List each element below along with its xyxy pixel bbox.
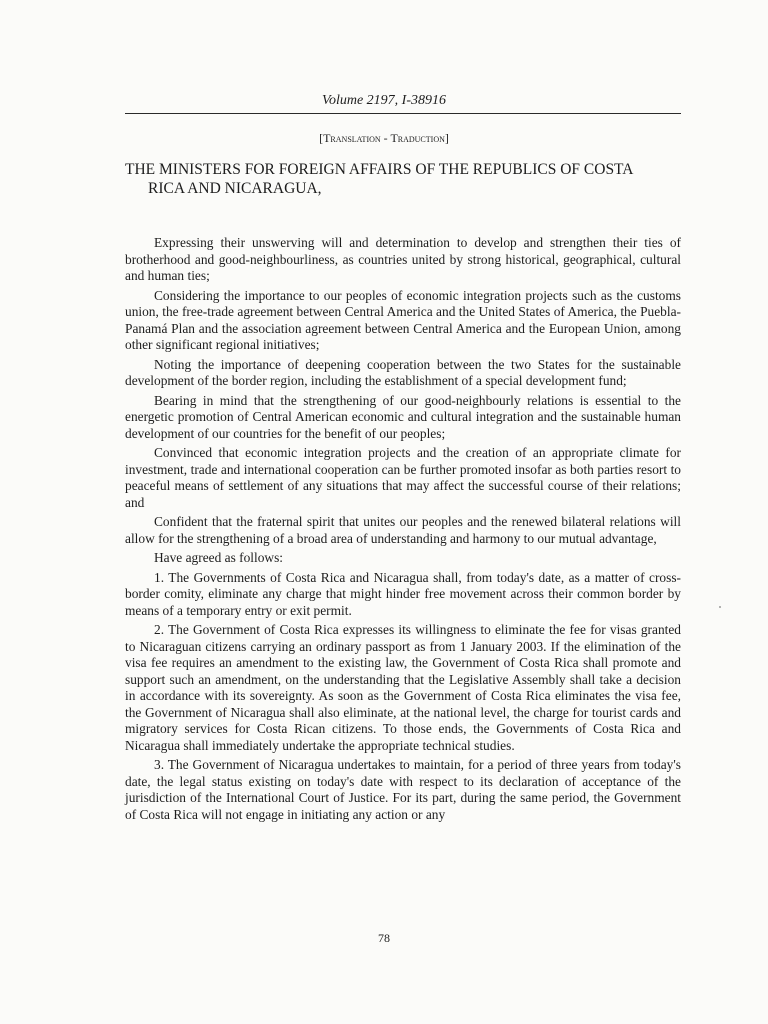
paragraph: Convinced that economic integration projects and the creation of an appropriate climate for investment, trade and international cooperation can be further promoted insofar as both parties resort to peaceful means of settlement of any situations that may affect the successful course of their relations; and	[125, 445, 681, 510]
document-body	[125, 235, 681, 826]
paragraph: Expressing their unswerving will and determination to develop and strengthen their ties of brotherhood and good-neighbourliness, as countries united by strong historical, geographical, cultural and human ties;	[125, 235, 681, 283]
paragraph: 2. The Government of Costa Rica expresses its willingness to eliminate the fee for visas granted to Nicaraguan citizens carrying an ordinary passport as from 1 January 2003. If the elimination of the visa fee requires an amendment to the existing law, the Government of Costa Rica shall promote and support such an amendment, on the understanding that the Legislative Assembly shall take a decision in accordance with its sovereignty. As soon as the Government of Costa Rica eliminates the visa fee, the Government of Nicaragua shall also eliminate, at the national level, the charge for tourist cards and migratory services for Costa Rican citizens. To those ends, the Governments of Costa Rica and Nicaragua shall immediately undertake the appropriate technical studies.	[125, 622, 681, 753]
page-number: 78	[378, 931, 390, 945]
running-header: Volume 2197, I-38916	[321, 93, 447, 108]
title-line-1: THE MINISTERS FOR FOREIGN AFFAIRS OF THE REPUBLICS OF COSTA	[125, 161, 634, 178]
paragraph: Noting the importance of deepening cooperation between the two States for the sustainable development of the border region, including the establishment of a special development fund;	[125, 356, 681, 388]
paragraph: Have agreed as follows:	[154, 550, 284, 565]
translation-label-text: [Translation - Traduction]	[319, 131, 449, 145]
document-title	[125, 160, 685, 198]
scan-speck	[719, 606, 721, 608]
paragraph: Confident that the fraternal spirit that unites our peoples and the renewed bilateral relations will allow for the strengthening of a broad area of understanding and harmony to our mutual advantage,	[125, 514, 681, 546]
paragraph: Bearing in mind that the strengthening of our good-neighbourly relations is essential to the energetic promotion of Central American economic and cultural integration and the sustainable human development of our countries for the benefit of our peoples;	[125, 392, 681, 441]
paragraph: 1. The Governments of Costa Rica and Nicaragua shall, from today's date, as a matter of cross-border comity, eliminate any charge that might hinder free movement across their common border by means of a temporary entry or exit permit.	[125, 569, 681, 618]
title-line-2: RICA AND NICARAGUA,	[148, 180, 322, 197]
translation-label	[0, 131, 768, 145]
paragraph: Considering the importance to our peoples of economic integration projects such as the customs union, the free-trade agreement between Central America and the United States of America, the Puebla-Panamá Plan and the association agreement between Central America and the European Union, among other significant regional initiatives;	[125, 287, 681, 352]
header-rule	[125, 113, 681, 114]
paragraph: 3. The Government of Nicaragua undertakes to maintain, for a period of three years from today's date, the legal status existing on today's date with respect to its declaration of acceptance of the jurisdiction of the International Court of Justice. For its part, during the same period, the Government of Costa Rica will not engage in initiating any action or any	[125, 757, 681, 822]
